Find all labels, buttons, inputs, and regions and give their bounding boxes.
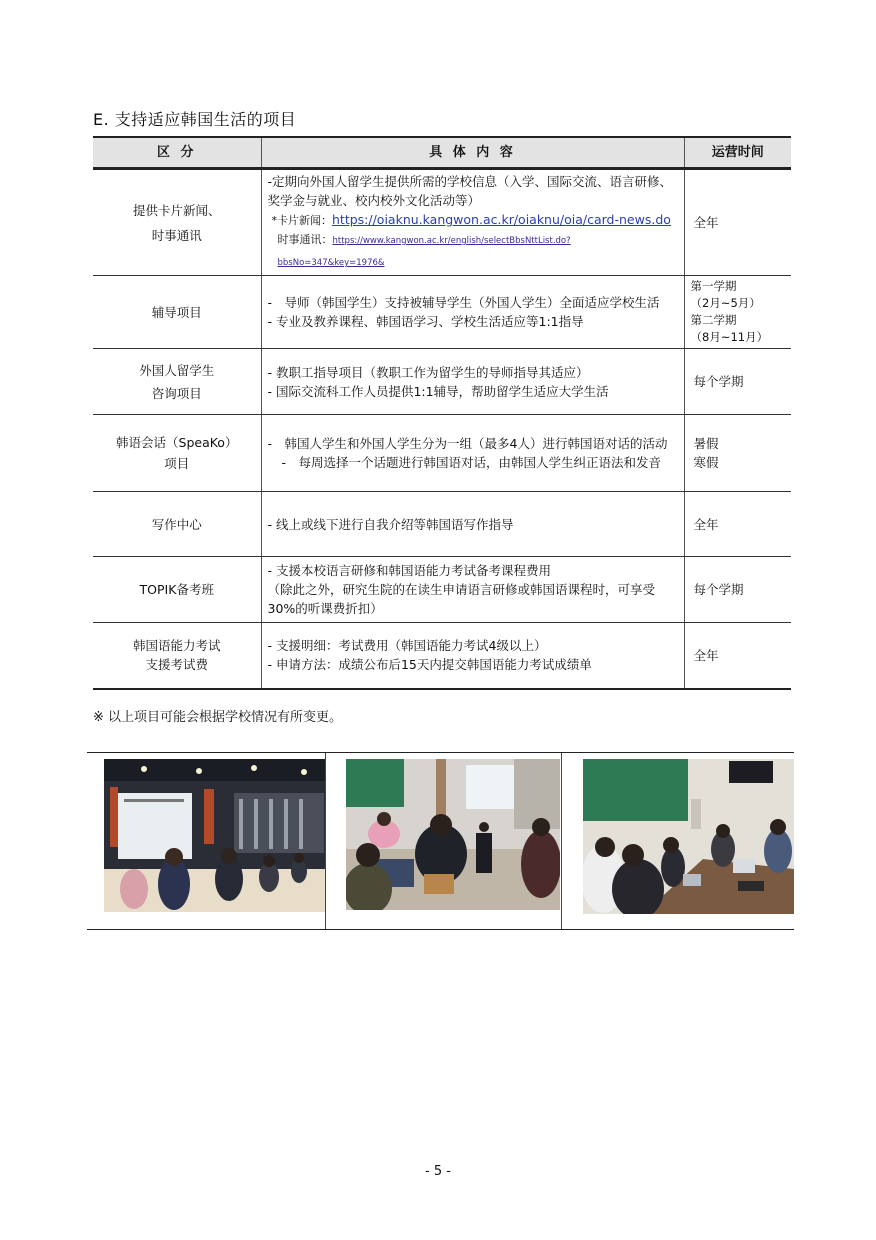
support-program-table (93, 136, 791, 690)
photo-meeting-room (583, 759, 794, 914)
photo-strip (87, 752, 794, 930)
row-category: 辅导项目 (93, 276, 261, 349)
row-time: 每个学期 (684, 349, 791, 415)
content-text: -定期向外国人留学生提供所需的学校信息（入学、国际交流、语言研修、奖学金与就业、校内校外文化活动等） (267, 174, 673, 208)
table-row (93, 557, 791, 623)
table-row (93, 349, 791, 415)
row-category: TOPIK备考班 (93, 557, 261, 623)
row-content: - 韩国人学生和外国人学生分为一组（最多4人）进行韩国语对话的活动 - 每周选择一个话题进行韩国语对话，由韩国人学生纠正语法和发音 (261, 415, 684, 492)
row-time: 全年 (684, 169, 791, 276)
row-content: - 线上或线下进行自我介绍等韩国语写作指导 (261, 492, 684, 557)
section-title: E. 支持适应韩国生活的项目 (93, 110, 297, 129)
table-row (93, 623, 791, 689)
row-category: 提供卡片新闻、 时事通讯 (93, 169, 261, 276)
row-category: 写作中心 (93, 492, 261, 557)
photo-cell (87, 753, 326, 929)
row-time: 第一学期 （2月~5月） 第二学期 （8月~11月） (684, 276, 791, 349)
card-news-link[interactable]: https://oiaknu.kangwon.ac.kr/oiaknu/oia/card-news.do (332, 212, 671, 227)
table-header-row (93, 137, 791, 169)
row-content: - 支援本校语言研修和韩国语能力考试备考课程费用 （除此之外，研究生院的在读生申请语言研修或韩国语课程时，可享受30%的听课费折扣） (261, 557, 684, 623)
row-time: 全年 (684, 492, 791, 557)
row-category: 韩国语能力考试 支援考试费 (93, 623, 261, 689)
row-time: 每个学期 (684, 557, 791, 623)
row-category: 外国人留学生 咨询项目 (93, 349, 261, 415)
header-content: 具 体 内 容 (261, 137, 684, 169)
header-category: 区 分 (93, 137, 261, 169)
table-row (93, 415, 791, 492)
photo-cell (562, 753, 794, 929)
page-number: - 5 - (425, 1164, 451, 1179)
table-row (93, 492, 791, 557)
table-row (93, 169, 791, 276)
newsletter-link[interactable]: https://www.kangwon.ac.kr/english/selectBbsNttList.do?bbsNo=347&key=1976& (277, 236, 571, 268)
row-content: - 支援明细：考试费用（韩国语能力考试4级以上） - 申请方法：成绩公布后15天内提交韩国语能力考试成绩单 (261, 623, 684, 689)
photo-classroom (346, 759, 560, 910)
table-row (93, 276, 791, 349)
photo-cell (326, 753, 561, 929)
photo-auditorium (104, 759, 325, 912)
row-time: 全年 (684, 623, 791, 689)
card-news-label: *卡片新闻： (271, 214, 332, 227)
row-category: 韩语会话（SpeaKo） 项目 (93, 415, 261, 492)
row-content: - 导师（韩国学生）支持被辅导学生（外国人学生）全面适应学校生活 - 专业及教养课程、韩国语学习、学校生活适应等1:1指导 (261, 276, 684, 349)
row-time: 暑假 寒假 (684, 415, 791, 492)
footnote: ※ 以上项目可能会根据学校情况有所变更。 (93, 710, 343, 725)
newsletter-label: 时事通讯： (277, 233, 333, 246)
row-content (261, 169, 684, 276)
header-time: 运营时间 (684, 137, 791, 169)
row-content: - 教职工指导项目（教职工作为留学生的导师指导其适应） - 国际交流科工作人员提供1:1辅导，帮助留学生适应大学生活 (261, 349, 684, 415)
